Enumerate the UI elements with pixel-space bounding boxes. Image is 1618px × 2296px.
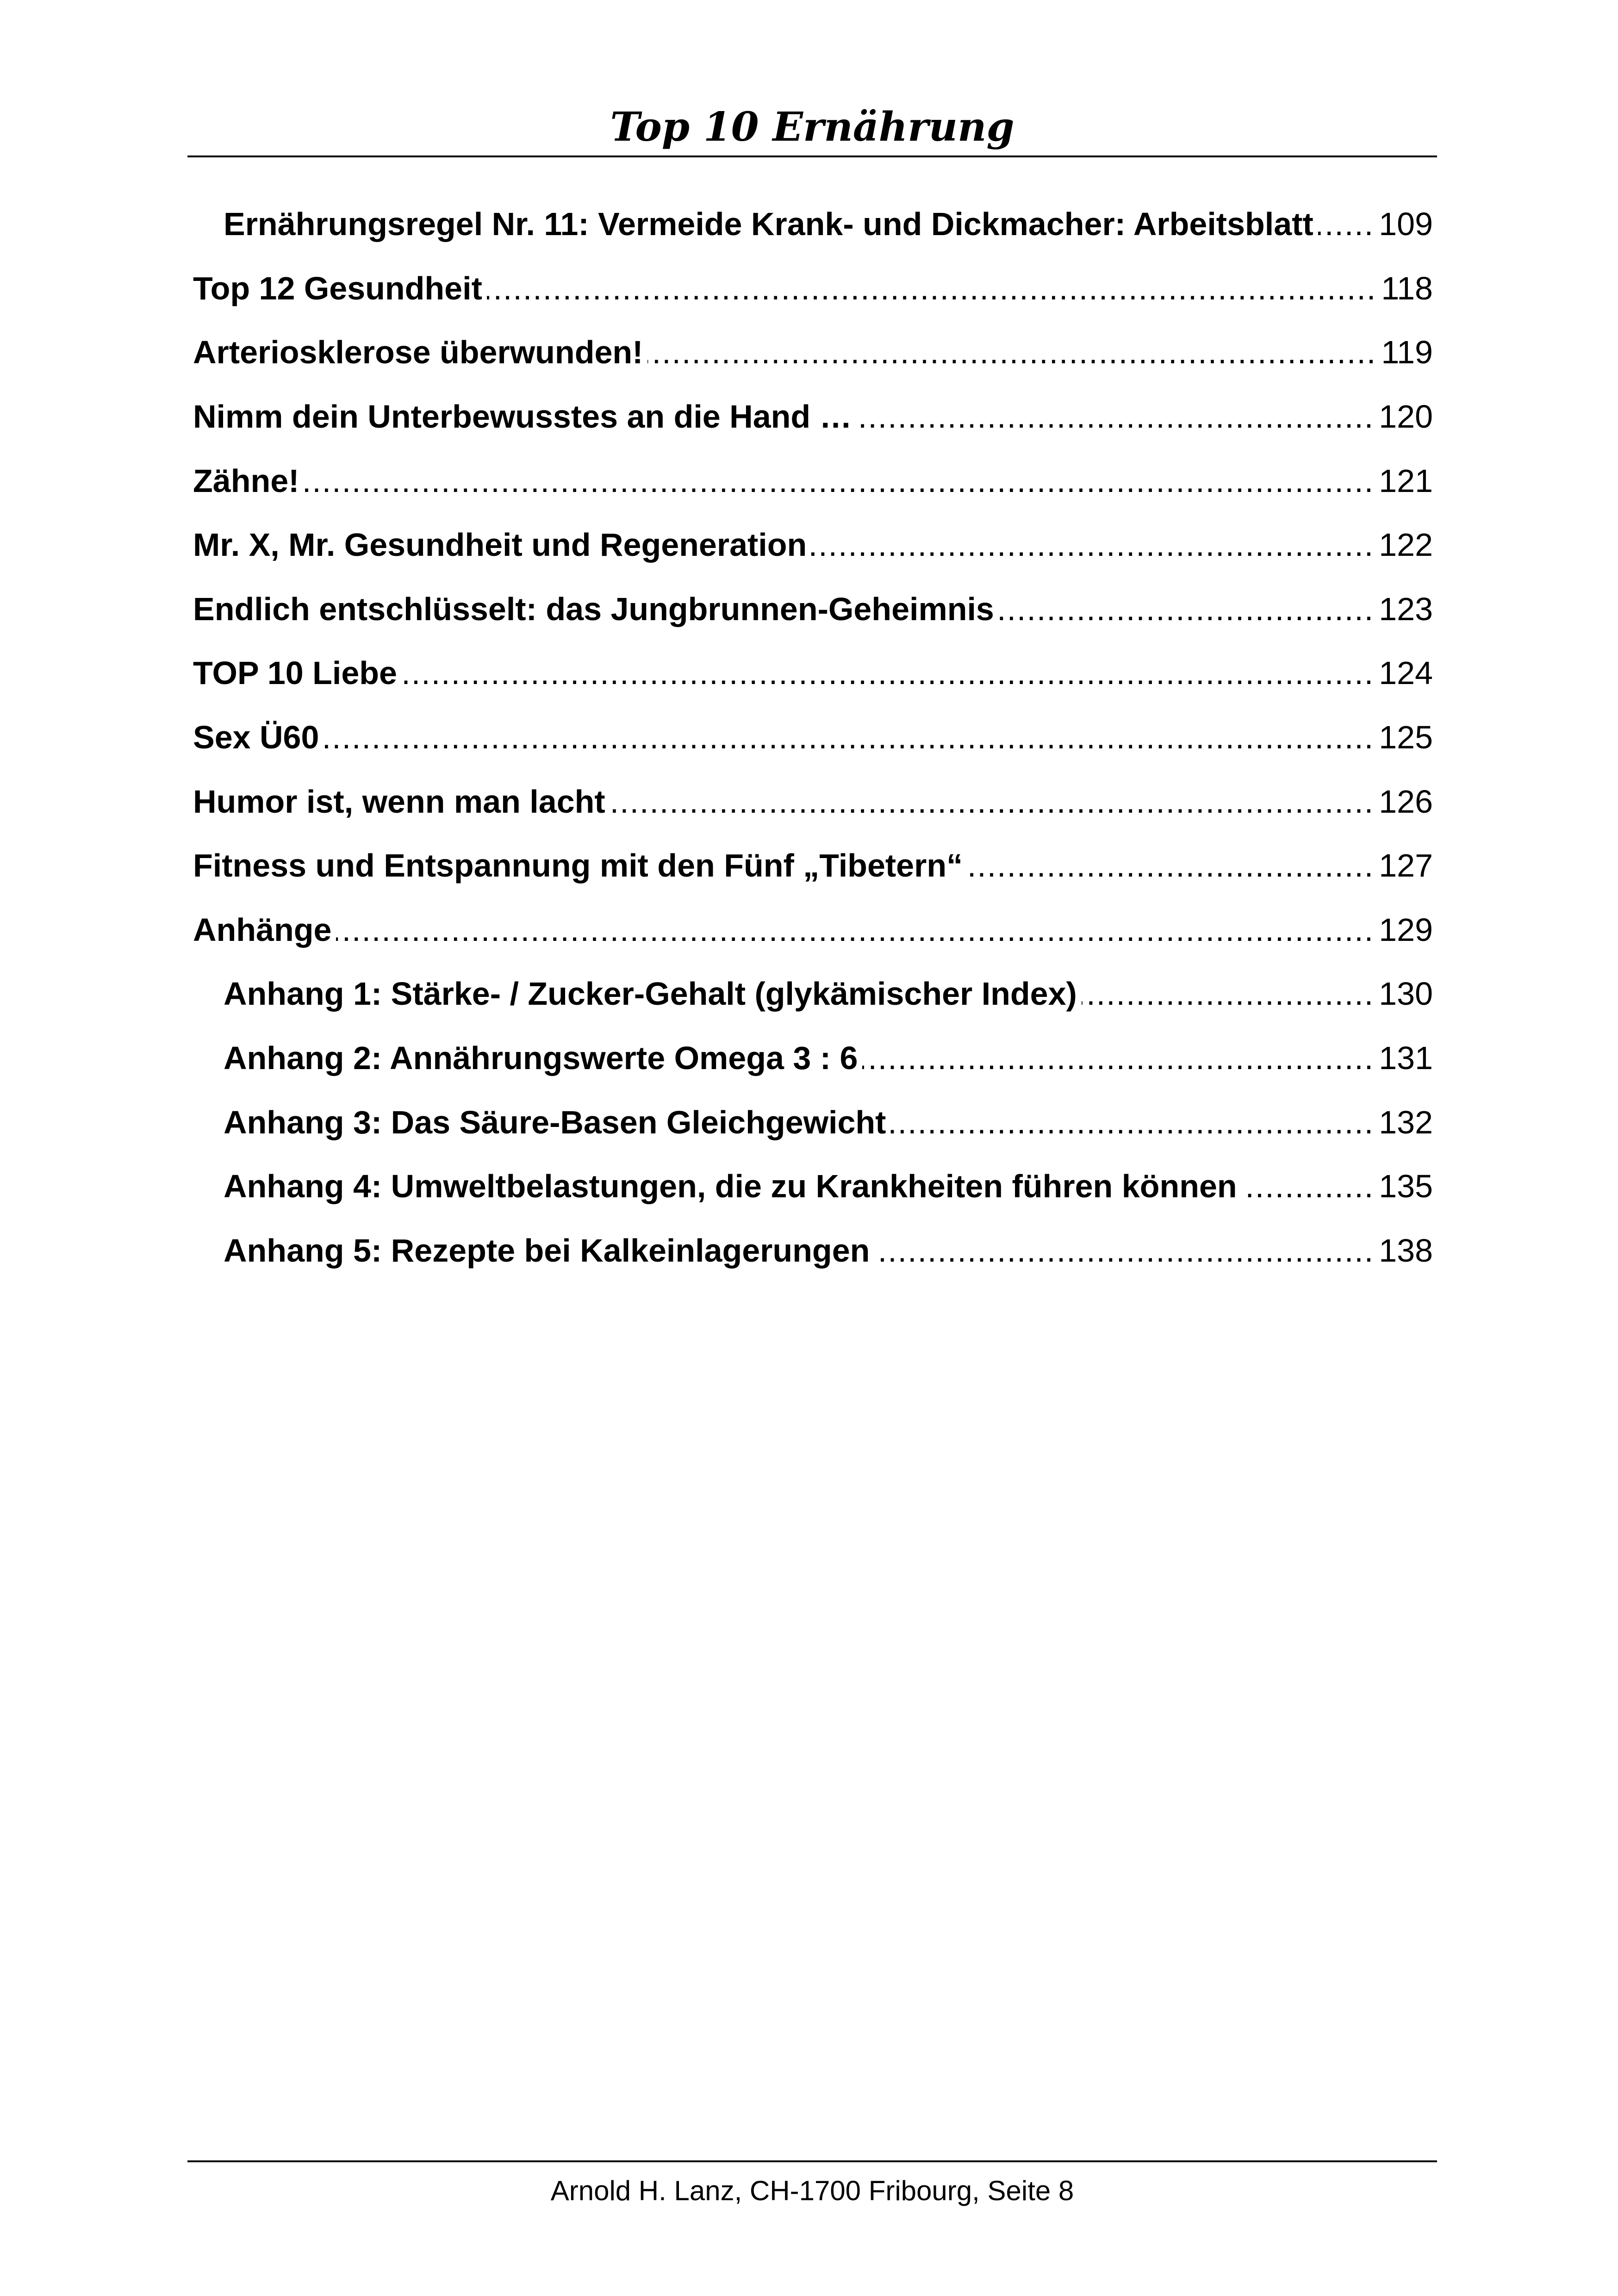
toc-dot-leader: [647, 329, 1376, 375]
toc-entry-page: 122: [1379, 527, 1433, 563]
toc-entry-page: 127: [1379, 847, 1433, 884]
footer-text: Arnold H. Lanz, CH-1700 Fribourg, Seite 8: [550, 2175, 1074, 2206]
toc-entry[interactable]: [0, 1219, 1618, 1283]
toc-entry-title: Anhang 4: Umweltbelastungen, die zu Krankheiten führen können: [224, 1168, 1237, 1205]
toc-entry-title: Anhang 3: Das Säure-Basen Gleichgewicht: [224, 1104, 886, 1140]
toc-entry-page: 109: [1379, 206, 1433, 243]
toc-dot-leader: [857, 393, 1375, 440]
toc-entry[interactable]: [0, 320, 1618, 385]
toc-entry[interactable]: [0, 256, 1618, 321]
toc-dot-leader: [304, 458, 1374, 504]
toc-entry-page: 124: [1379, 655, 1433, 691]
header-title: Top 10 Ernährung: [610, 104, 1014, 150]
toc-entry[interactable]: [0, 513, 1618, 577]
toc-entry-page: 118: [1381, 270, 1433, 306]
toc-entry-page: 131: [1379, 1040, 1433, 1076]
toc-entry-title: Sex Ü60: [193, 719, 319, 756]
toc-entry-page: 119: [1381, 334, 1433, 371]
toc-entry[interactable]: [0, 385, 1618, 449]
page-footer: [187, 2160, 1437, 2211]
toc-entry-page: 126: [1379, 783, 1433, 820]
toc-entry-page: 130: [1379, 976, 1433, 1012]
toc-dot-leader: [967, 842, 1374, 889]
toc-entry[interactable]: [0, 898, 1618, 962]
toc-entry-page: 129: [1379, 911, 1433, 948]
toc-dot-leader: [324, 714, 1374, 760]
toc-entry-title: Mr. X, Mr. Gesundheit und Regeneration: [193, 527, 807, 563]
toc-dot-leader: [1082, 971, 1374, 1017]
toc-dot-leader: [487, 265, 1377, 311]
toc-dot-leader: [1242, 1163, 1375, 1209]
toc-entry-page: 120: [1379, 398, 1433, 435]
toc-entry-page: 138: [1379, 1232, 1433, 1269]
toc-entry-title: Ernährungsregel Nr. 11: Vermeide Krank- und Dickmacher: Arbeitsblatt: [224, 206, 1313, 243]
toc-dot-leader: [874, 1227, 1374, 1274]
toc-entry-page: 135: [1379, 1168, 1433, 1205]
toc-dot-leader: [999, 586, 1374, 632]
toc-entry-title: Fitness und Entspannung mit den Fünf „Tibetern“: [193, 847, 963, 884]
toc-entry-title: Anhänge: [193, 911, 332, 948]
toc-entry-page: 121: [1379, 462, 1433, 499]
toc-entry-page: 125: [1379, 719, 1433, 756]
toc-entry-title: Endlich entschlüsselt: das Jungbrunnen-Geheimnis: [193, 591, 994, 627]
toc-entry-title: Humor ist, wenn man lacht: [193, 783, 605, 820]
toc-dot-leader: [336, 907, 1374, 953]
toc-dot-leader: [1318, 201, 1374, 247]
toc-entry-title: Anhang 5: Rezepte bei Kalkeinlagerungen: [224, 1232, 870, 1269]
toc-entry[interactable]: [0, 834, 1618, 898]
toc-entry[interactable]: [0, 705, 1618, 770]
toc-entry-title: Top 12 Gesundheit: [193, 270, 482, 306]
toc-entry[interactable]: [0, 641, 1618, 705]
toc-entry-title: Nimm dein Unterbewusstes an die Hand …: [193, 398, 852, 435]
toc-dot-leader: [402, 650, 1374, 696]
toc-entry[interactable]: [0, 192, 1618, 256]
toc-entry-title: TOP 10 Liebe: [193, 655, 397, 691]
toc-entry-title: Anhang 2: Annährungswerte Omega 3 : 6: [224, 1040, 858, 1076]
toc-dot-leader: [811, 522, 1374, 568]
toc-entry[interactable]: [0, 769, 1618, 834]
table-of-contents: [0, 192, 1618, 1282]
toc-dot-leader: [890, 1099, 1374, 1145]
toc-dot-leader: [610, 778, 1375, 825]
toc-dot-leader: [862, 1035, 1374, 1081]
toc-entry[interactable]: [0, 962, 1618, 1026]
toc-entry[interactable]: [0, 1090, 1618, 1154]
toc-entry[interactable]: [0, 448, 1618, 513]
toc-entry-page: 123: [1379, 591, 1433, 627]
toc-entry[interactable]: [0, 1026, 1618, 1090]
toc-entry-title: Arteriosklerose überwunden!: [193, 334, 643, 371]
toc-entry[interactable]: [0, 577, 1618, 641]
toc-entry-title: Zähne!: [193, 462, 299, 499]
page-header: [187, 93, 1437, 157]
toc-entry[interactable]: [0, 1154, 1618, 1219]
toc-entry-title: Anhang 1: Stärke- / Zucker-Gehalt (glykämischer Index): [224, 976, 1077, 1012]
toc-entry-page: 132: [1379, 1104, 1433, 1140]
